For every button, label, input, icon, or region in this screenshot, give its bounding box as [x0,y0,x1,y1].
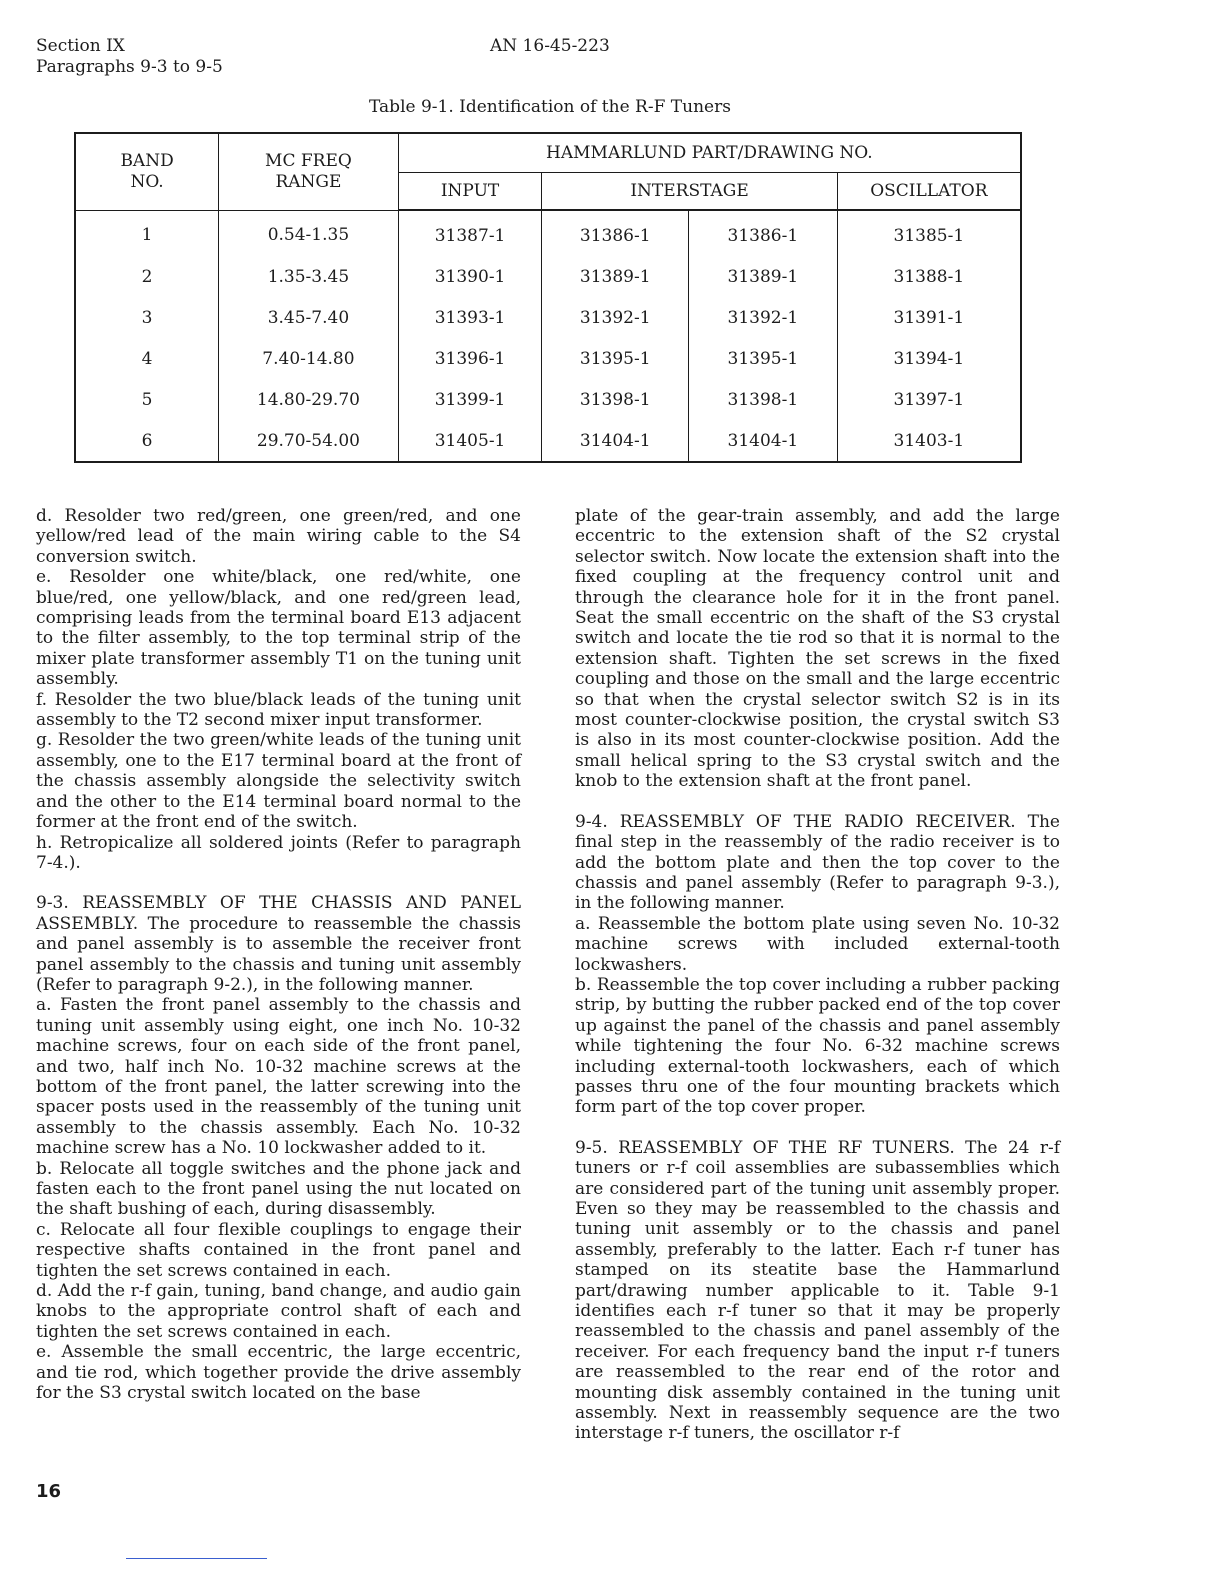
part-number-group-header: HAMMARLUND PART/DRAWING NO. [398,133,1021,173]
band-header: BAND NO. [75,133,219,210]
paragraph: a. Reassemble the bottom plate using seven No. 10-32 machine screws with included external-tooth lockwashers. [575,913,1060,975]
rf-tuner-table [74,132,1022,463]
paragraph: a. Fasten the front panel assembly to the chassis and tuning unit assembly using eight, one inch No. 10-32 machine screws, four on each side of the front panel, and two, half inch No. 10-32 machine screws at the bottom of the front panel, the latter screwing into the spacer posts used in the reassembly of the tuning unit assembly to the chassis assembly. Each No. 10-32 machine screw has a No. 10 lockwasher added to it. [36,995,521,1159]
paragraph: plate of the gear-train assembly, and add the large eccentric to the extension shaft of the S2 crystal selector switch. Now locate the extension shaft into the fixed coupling at the frequency control unit and through the clearance hole for it in the front panel. Seat the small eccentric on the shaft of the S3 crystal switch and locate the tie rod so that it is normal to the extension shaft. Tighten the set screws in the fixed coupling and those on the small and the large eccentric so that when the crystal selector switch S2 is in its most counter-clockwise position, the crystal switch S3 is also in its most counter-clockwise position. Add the small helical spring to the S3 crystal switch and the knob to the extension shaft at the front panel. [575,506,1060,792]
freq-header: MC FREQ RANGE [219,133,399,210]
paragraph: b. Reassemble the top cover including a rubber packing strip, by butting the rubber packed end of the top cover up against the panel of the chassis and panel assembly while tightening the four No. 6-32 machine screws including external-tooth lockwashers, each of which passes thru one of the four mounting brackets which form part of the top cover proper. [575,974,1060,1118]
section-heading-paragraph: 9-5. REASSEMBLY OF THE RF TUNERS. The 24 r-f tuners or r-f coil assemblies are subassemblies which are considered part of the tuning unit assembly proper. Even so they may be reassembled to the chassis and tuning unit assembly or to the chassis and panel assembly, preferably to the latter. Each r-f tuner has stamped on its steatite base the Hammarlund part/drawing number applicable to it. Table 9-1 identifies each r-f tuner so that it may be properly reassembled to the chassis and panel assembly of the receiver. For each frequency band the input r-f tuners are reassembled to the rear end of the rotor and mounting disk assembly contained in the tuning unit assembly. Next in reassembly sequence are the two interstage r-f tuners, the oscillator r-f [575,1137,1060,1444]
interstage-header: INTERSTAGE [542,173,837,211]
page-header-left [36,36,223,78]
paragraph: d. Add the r-f gain, tuning, band change, and audio gain knobs to the appropriate control shaft of each and tighten the set screws contained in each. [36,1281,521,1342]
paragraph: d. Resolder two red/green, one green/red, and one yellow/red lead of the main wiring cable to the S4 conversion switch. [36,506,521,567]
paragraph: e. Assemble the small eccentric, the large eccentric, and tie rod, which together provide the drive assembly for the S3 crystal switch located on the base [36,1342,521,1404]
paragraph: f. Resolder the two blue/black leads of the tuning unit assembly to the T2 second mixer input transformer. [36,689,521,731]
paragraph: h. Retropicalize all soldered joints (Refer to paragraph 7-4.). [36,832,521,873]
paragraphs-label: Paragraphs 9-3 to 9-5 [36,57,223,77]
left-text-column [36,506,521,1403]
footer-rule [126,1558,267,1559]
paragraph: g. Resolder the two green/white leads of the tuning unit assembly, one to the E17 terminal board at the front of the chassis assembly alongside the selectivity switch and the other to the E14 terminal board normal to the former at the front end of the switch. [36,730,521,833]
table-row: 5 14.80-29.70 31399-1 31398-1 31398-1 31397-1 [75,379,1021,420]
table-caption: Table 9-1. Identification of the R-F Tuners [369,97,731,117]
oscillator-header: OSCILLATOR [837,173,1021,211]
paragraph: e. Resolder one white/black, one red/white, one blue/red, one yellow/black, and one red/green lead, comprising leads from the terminal board E13 adjacent to the filter assembly, to the top terminal strip of the mixer plate transformer assembly T1 on the tuning unit assembly. [36,567,521,690]
paragraph: c. Relocate all four flexible couplings to engage their respective shafts contained in the front panel and tighten the set screws contained in each. [36,1219,521,1281]
table-row: 6 29.70-54.00 31405-1 31404-1 31404-1 31403-1 [75,420,1021,462]
document-number: AN 16-45-223 [490,36,610,56]
table-row: 4 7.40-14.80 31396-1 31395-1 31395-1 31394-1 [75,338,1021,379]
right-text-column [575,506,1060,1444]
table-row: 2 1.35-3.45 31390-1 31389-1 31389-1 31388-1 [75,256,1021,297]
table-row: 1 0.54-1.35 31387-1 31386-1 31386-1 31385-1 [75,210,1021,256]
paragraph: b. Relocate all toggle switches and the phone jack and fasten each to the front panel using the nut located on the shaft bushing of each, during disassembly. [36,1158,521,1220]
section-label: Section IX [36,36,125,56]
page-number: 16 [36,1481,62,1502]
table-row: 3 3.45-7.40 31393-1 31392-1 31392-1 31391-1 [75,297,1021,338]
section-heading-paragraph: 9-3. REASSEMBLY OF THE CHASSIS AND PANEL ASSEMBLY. The procedure to reassemble the chassis and panel assembly is to assemble the receiver front panel assembly to the chassis and tuning unit assembly (Refer to paragraph 9-2.), in the following manner. [36,893,521,995]
input-header: INPUT [398,173,542,211]
section-heading-paragraph: 9-4. REASSEMBLY OF THE RADIO RECEIVER. The final step in the reassembly of the radio receiver is to add the bottom plate and then the top cover to the chassis and panel assembly (Refer to paragraph 9-3.), in the following manner. [575,811,1060,914]
